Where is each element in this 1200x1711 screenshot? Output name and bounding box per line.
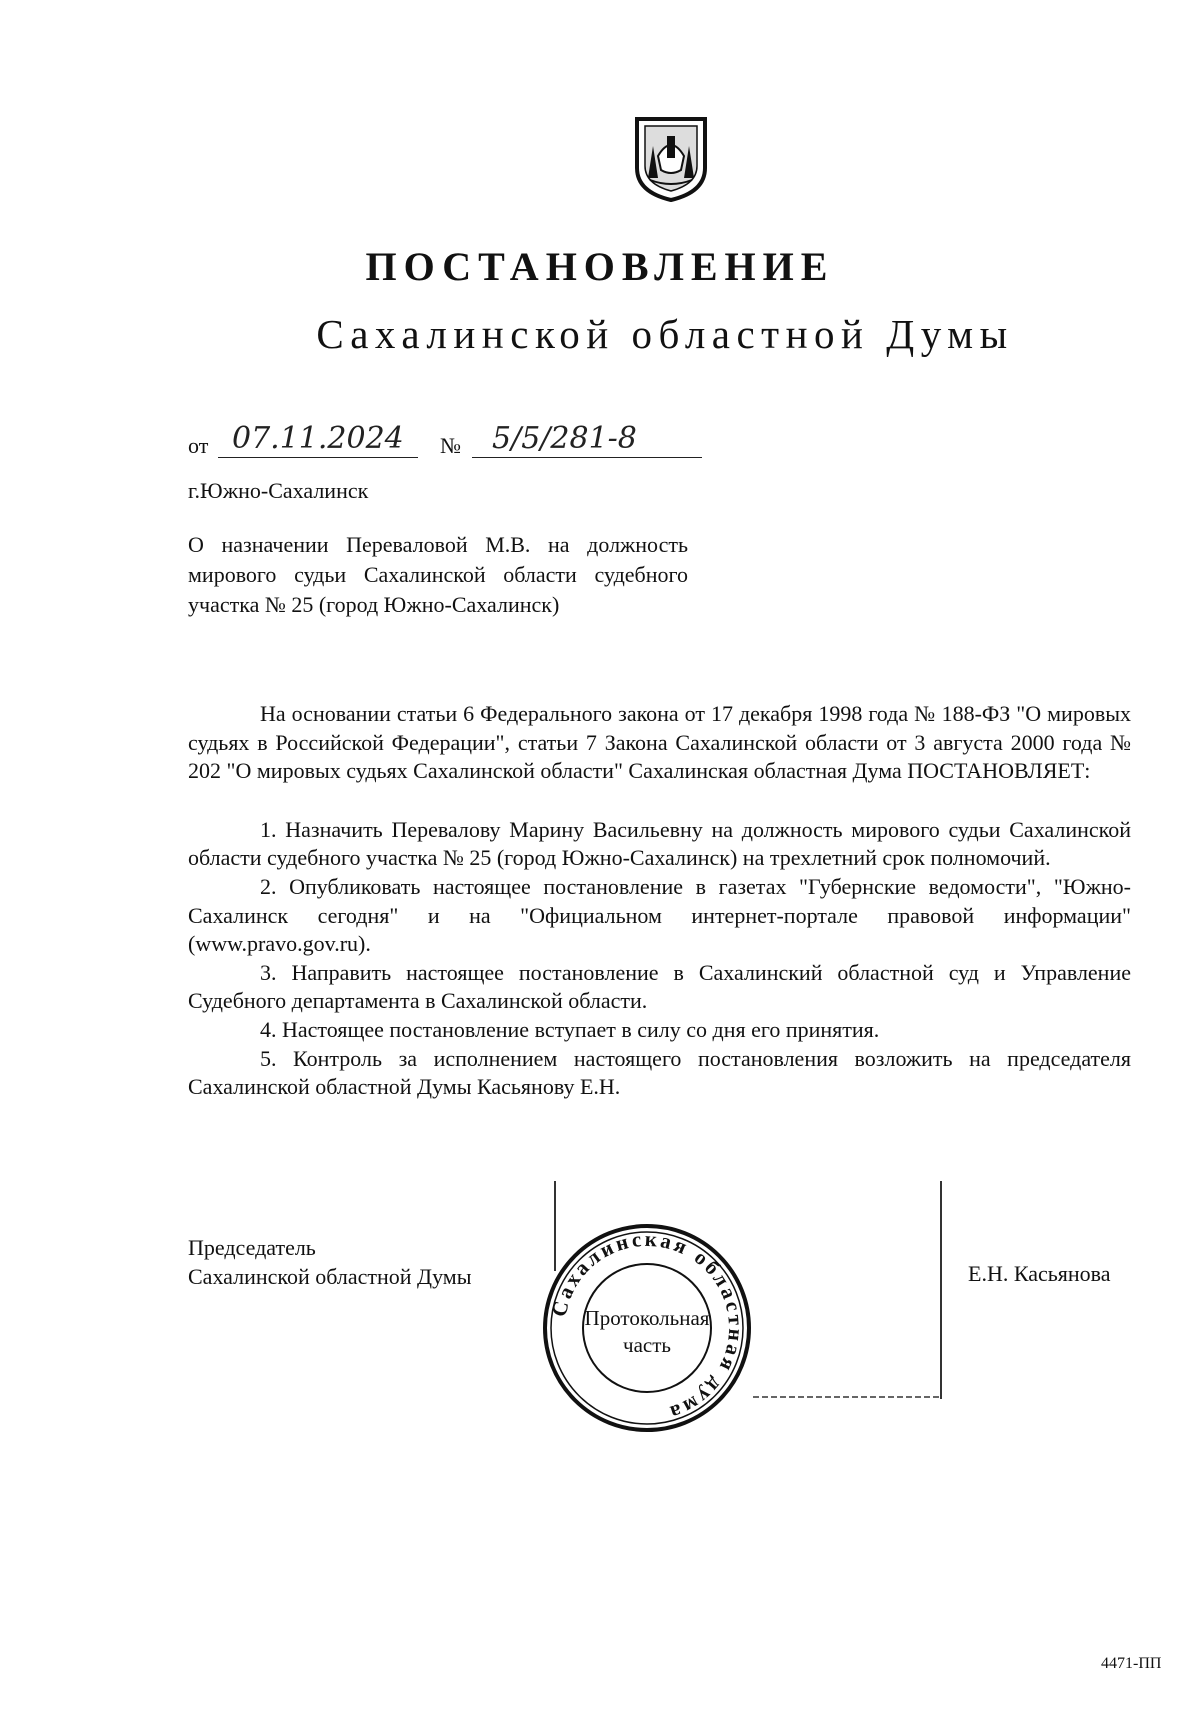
resolution-item-1: 1. Назначить Перевалову Марину Васильевну на должность мирового судьи Сахалинской области судебного участка № 25 (город Южно-Сахалинск) на трехлетний срок полномочий. [188, 816, 1131, 871]
preamble-paragraph: На основании статьи 6 Федерального закона от 17 декабря 1998 года № 188-ФЗ "О мировых судьях в Российской Федерации", статьи 7 Закона Сахалинской области от 3 августа 2000 года № 202 "О мировых судьях Сахалинской области" Сахалинская областная Дума ПОСТАНОВЛЯЕТ: [188, 701, 1131, 784]
date-number-line [188, 421, 708, 461]
seal-center-line-1: Протокольная [584, 1306, 710, 1330]
resolution-item-2: 2. Опубликовать настоящее постановление в газетах "Губернские ведомости", "Южно-Сахалинск сегодня" и на "Официальном интернет-портале правовой информации" (www.pravo.gov.ru). [188, 873, 1131, 957]
handwritten-number: 5/5/281-8 [492, 421, 637, 456]
document-subtitle: Сахалинской областной Думы [316, 311, 1014, 357]
resolution-item-3: 3. Направить настоящее постановление в Сахалинский областной суд и Управление Судебного департамента в Сахалинской области. [188, 959, 1131, 1014]
date-prefix: от [188, 433, 209, 458]
document-title: ПОСТАНОВЛЕНИЕ [365, 244, 835, 289]
resolution-item-4: 4. Настоящее постановление вступает в силу со дня его принятия. [260, 1016, 880, 1042]
seal-center-line-2: часть [623, 1333, 671, 1357]
document-code: 4471-ПП [1101, 1655, 1162, 1672]
official-seal-stamp [542, 1222, 752, 1434]
signatory-position-line-1: Председатель [188, 1235, 316, 1260]
document-subject: О назначении Переваловой М.В. на должность мирового судьи Сахалинской области судебного участка № 25 (город Южно-Сахалинск) [188, 532, 688, 617]
resolution-item-5: 5. Контроль за исполнением настоящего постановления возложить на председателя Сахалинской областной Думы Касьянову Е.Н. [188, 1045, 1131, 1100]
signatory-position [188, 1233, 471, 1291]
city-name: г.Южно-Сахалинск [188, 478, 369, 503]
seal-ring-text-path: Сахалинская областная дума [546, 1226, 749, 1427]
date-underline [218, 457, 418, 458]
handwritten-date: 07.11.2024 [232, 421, 404, 456]
document-body [188, 700, 1131, 1102]
coat-of-arms-icon [634, 116, 708, 202]
signatory-name: Е.Н. Касьянова [968, 1261, 1111, 1286]
number-underline [472, 457, 702, 458]
signatory-position-line-2: Сахалинской областной Думы [188, 1264, 472, 1289]
number-prefix: № [440, 433, 461, 458]
